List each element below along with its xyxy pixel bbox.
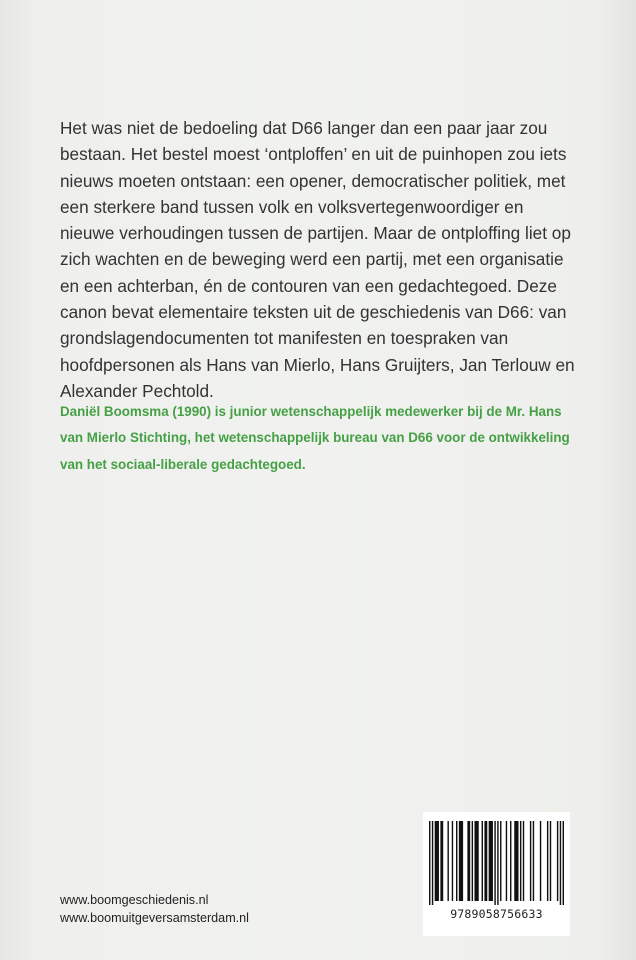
barcode-bar [474,821,478,901]
barcode-label [423,812,570,936]
blurb-text: Het was niet de bedoeling dat D66 langer dan een paar jaar zou bestaan. Het bestel moest ‘ontploffen’ en uit de puinhopen zou iets nieuws moeten ontstaan: een opener, democratischer politiek, met een sterkere band tussen volk en volksvertegenwoordiger en nieuwe verhoudingen tussen de partijen. Maar de ontploffing liet op zich wachten en de beweging werd een partij, met een organisatie en een achterban, én de contouren van een gedachtegoed. Deze canon bevat elementaire teksten uit de geschiedenis van D66: van grondslagendocumenten tot manifesten en toespraken van hoofdpersonen als Hans van Mierlo, Hans Gruijters, Jan Terlouw en Alexander Pechtold. [60,118,575,401]
barcode-bar [472,821,473,901]
barcode-bar [489,821,493,901]
website-link-boomgeschiedenis[interactable]: www.boomgeschiedenis.nl [60,893,209,907]
barcode-bar [523,821,524,901]
barcode-bar [435,821,439,901]
website-link-boomuitgevers[interactable]: www.boomuitgeversamsterdam.nl [60,911,249,925]
barcode-bar [540,821,541,901]
barcode-bar [484,821,487,901]
barcode-bar [440,821,443,901]
barcode-bar [452,821,453,901]
barcode-bar [530,821,531,901]
barcode-bar [497,821,498,905]
barcode-bar [514,821,518,901]
barcode-bar [510,821,511,901]
barcode-bar [520,821,521,901]
barcode-bar [560,821,561,905]
author-bio: Daniël Boomsma (1990) is junior wetenschappelijk medewerker bij de Mr. Hans van Mierlo Stichting, het wetenschappelijk bureau van D66 voor de ontwikkeling van het sociaal-liberale gedachtegoed. [60,404,570,472]
barcode-bar [459,821,463,901]
isbn-number: 9789058756633 [450,907,543,921]
barcode-bar [506,821,507,901]
barcode-bar [432,821,433,905]
barcode-bar [557,821,558,901]
barcode-bar [447,821,448,901]
barcode-bar [429,821,430,905]
barcode-bar [500,821,501,901]
publisher-websites [60,891,360,927]
barcode-graphic [429,821,564,905]
barcode-bar [533,821,534,901]
barcode-bar [550,821,551,901]
barcode-bar [547,821,548,901]
barcode-bar [482,821,483,901]
barcode-bar [456,821,457,901]
barcode-bar [494,821,495,905]
barcode-bar [467,821,470,901]
barcode-bar [563,821,564,905]
